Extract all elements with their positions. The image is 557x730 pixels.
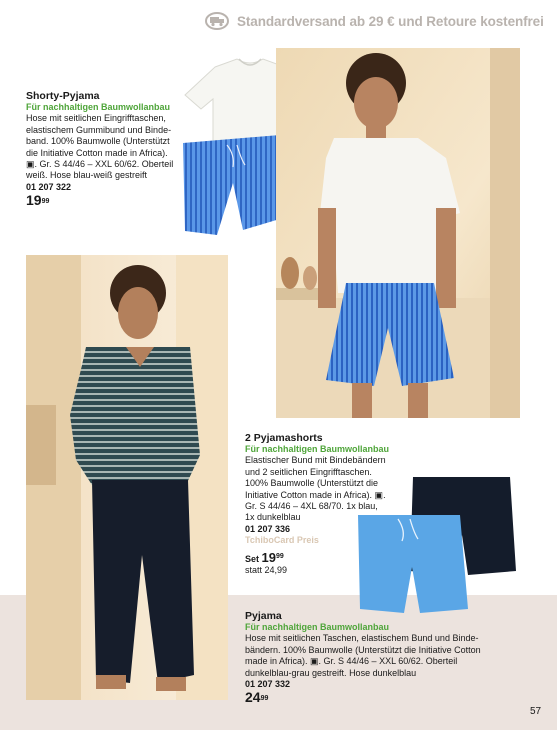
price <box>26 192 186 209</box>
product-description: Hose mit seitlichen Taschen, elastischem Bund und Binde- bändern. 100% Baumwolle (Unterstützt die Initiative Cotton made in Africa). ▣. Gr. S 44/46 – XXL 60/62. Oberteil dunkelblau-grau gestreift. Hose dunkelblau <box>245 633 481 678</box>
price-main: 24 <box>245 689 261 706</box>
sustainability-label: Für nachhaltigen Baumwollanbau <box>26 102 171 112</box>
shipping-banner-text: Standardversand ab 29 € und Retoure kostenfrei <box>237 13 544 29</box>
pyjama-model-image <box>26 255 228 700</box>
shorty-pyjama-info <box>26 90 186 207</box>
page-number: 57 <box>530 706 542 717</box>
price-cents: 99 <box>41 198 50 206</box>
sustainability-label: Für nachhaltigen Baumwollanbau <box>245 622 390 632</box>
pyjamashorts-info <box>245 432 395 576</box>
set-label: Set <box>245 553 260 564</box>
article-number: 01 207 336 <box>245 523 291 534</box>
article-number: 01 207 332 <box>245 679 291 690</box>
delivery-truck-icon <box>205 11 229 31</box>
price-main: 19 <box>261 549 276 565</box>
product-title: Pyjama <box>245 610 282 622</box>
shipping-banner <box>205 10 544 32</box>
price-main: 19 <box>26 192 42 209</box>
product-description: Hose mit seitlichen Eingrifftaschen, elastischem Gummibund und Binde- band. 100% Baumwolle (Unterstützt die Initiative Cotton made in Africa). ▣. Gr. S 44/46 – XXL 60/62. Oberteil weiß. Hose blau-weiß gestreift <box>26 113 174 181</box>
set-price <box>245 551 395 565</box>
product-title: Shorty-Pyjama <box>26 90 100 102</box>
price-cents: 99 <box>276 552 284 560</box>
shorty-pyjama-model-image <box>276 48 520 418</box>
price-cents: 99 <box>260 695 269 703</box>
price <box>245 689 485 706</box>
product-title: 2 Pyjamashorts <box>245 432 323 444</box>
product-description: Elastischer Bund mit Bindebändern und 2 seitlichen Eingrifftaschen. 100% Baumwolle (Unterstützt die Initiative Cotton made in Africa). ▣. Gr. S 44/46 – 4XL 68/70. 1x blau, 1x dunkelblau <box>245 455 386 523</box>
article-number: 01 207 322 <box>26 181 72 192</box>
sustainability-label: Für nachhaltigen Baumwollanbau <box>245 444 390 454</box>
tchibocard-price-label: TchiboCard Preis <box>245 535 319 546</box>
old-price: statt 24,99 <box>245 565 288 576</box>
pyjama-info <box>245 610 485 704</box>
